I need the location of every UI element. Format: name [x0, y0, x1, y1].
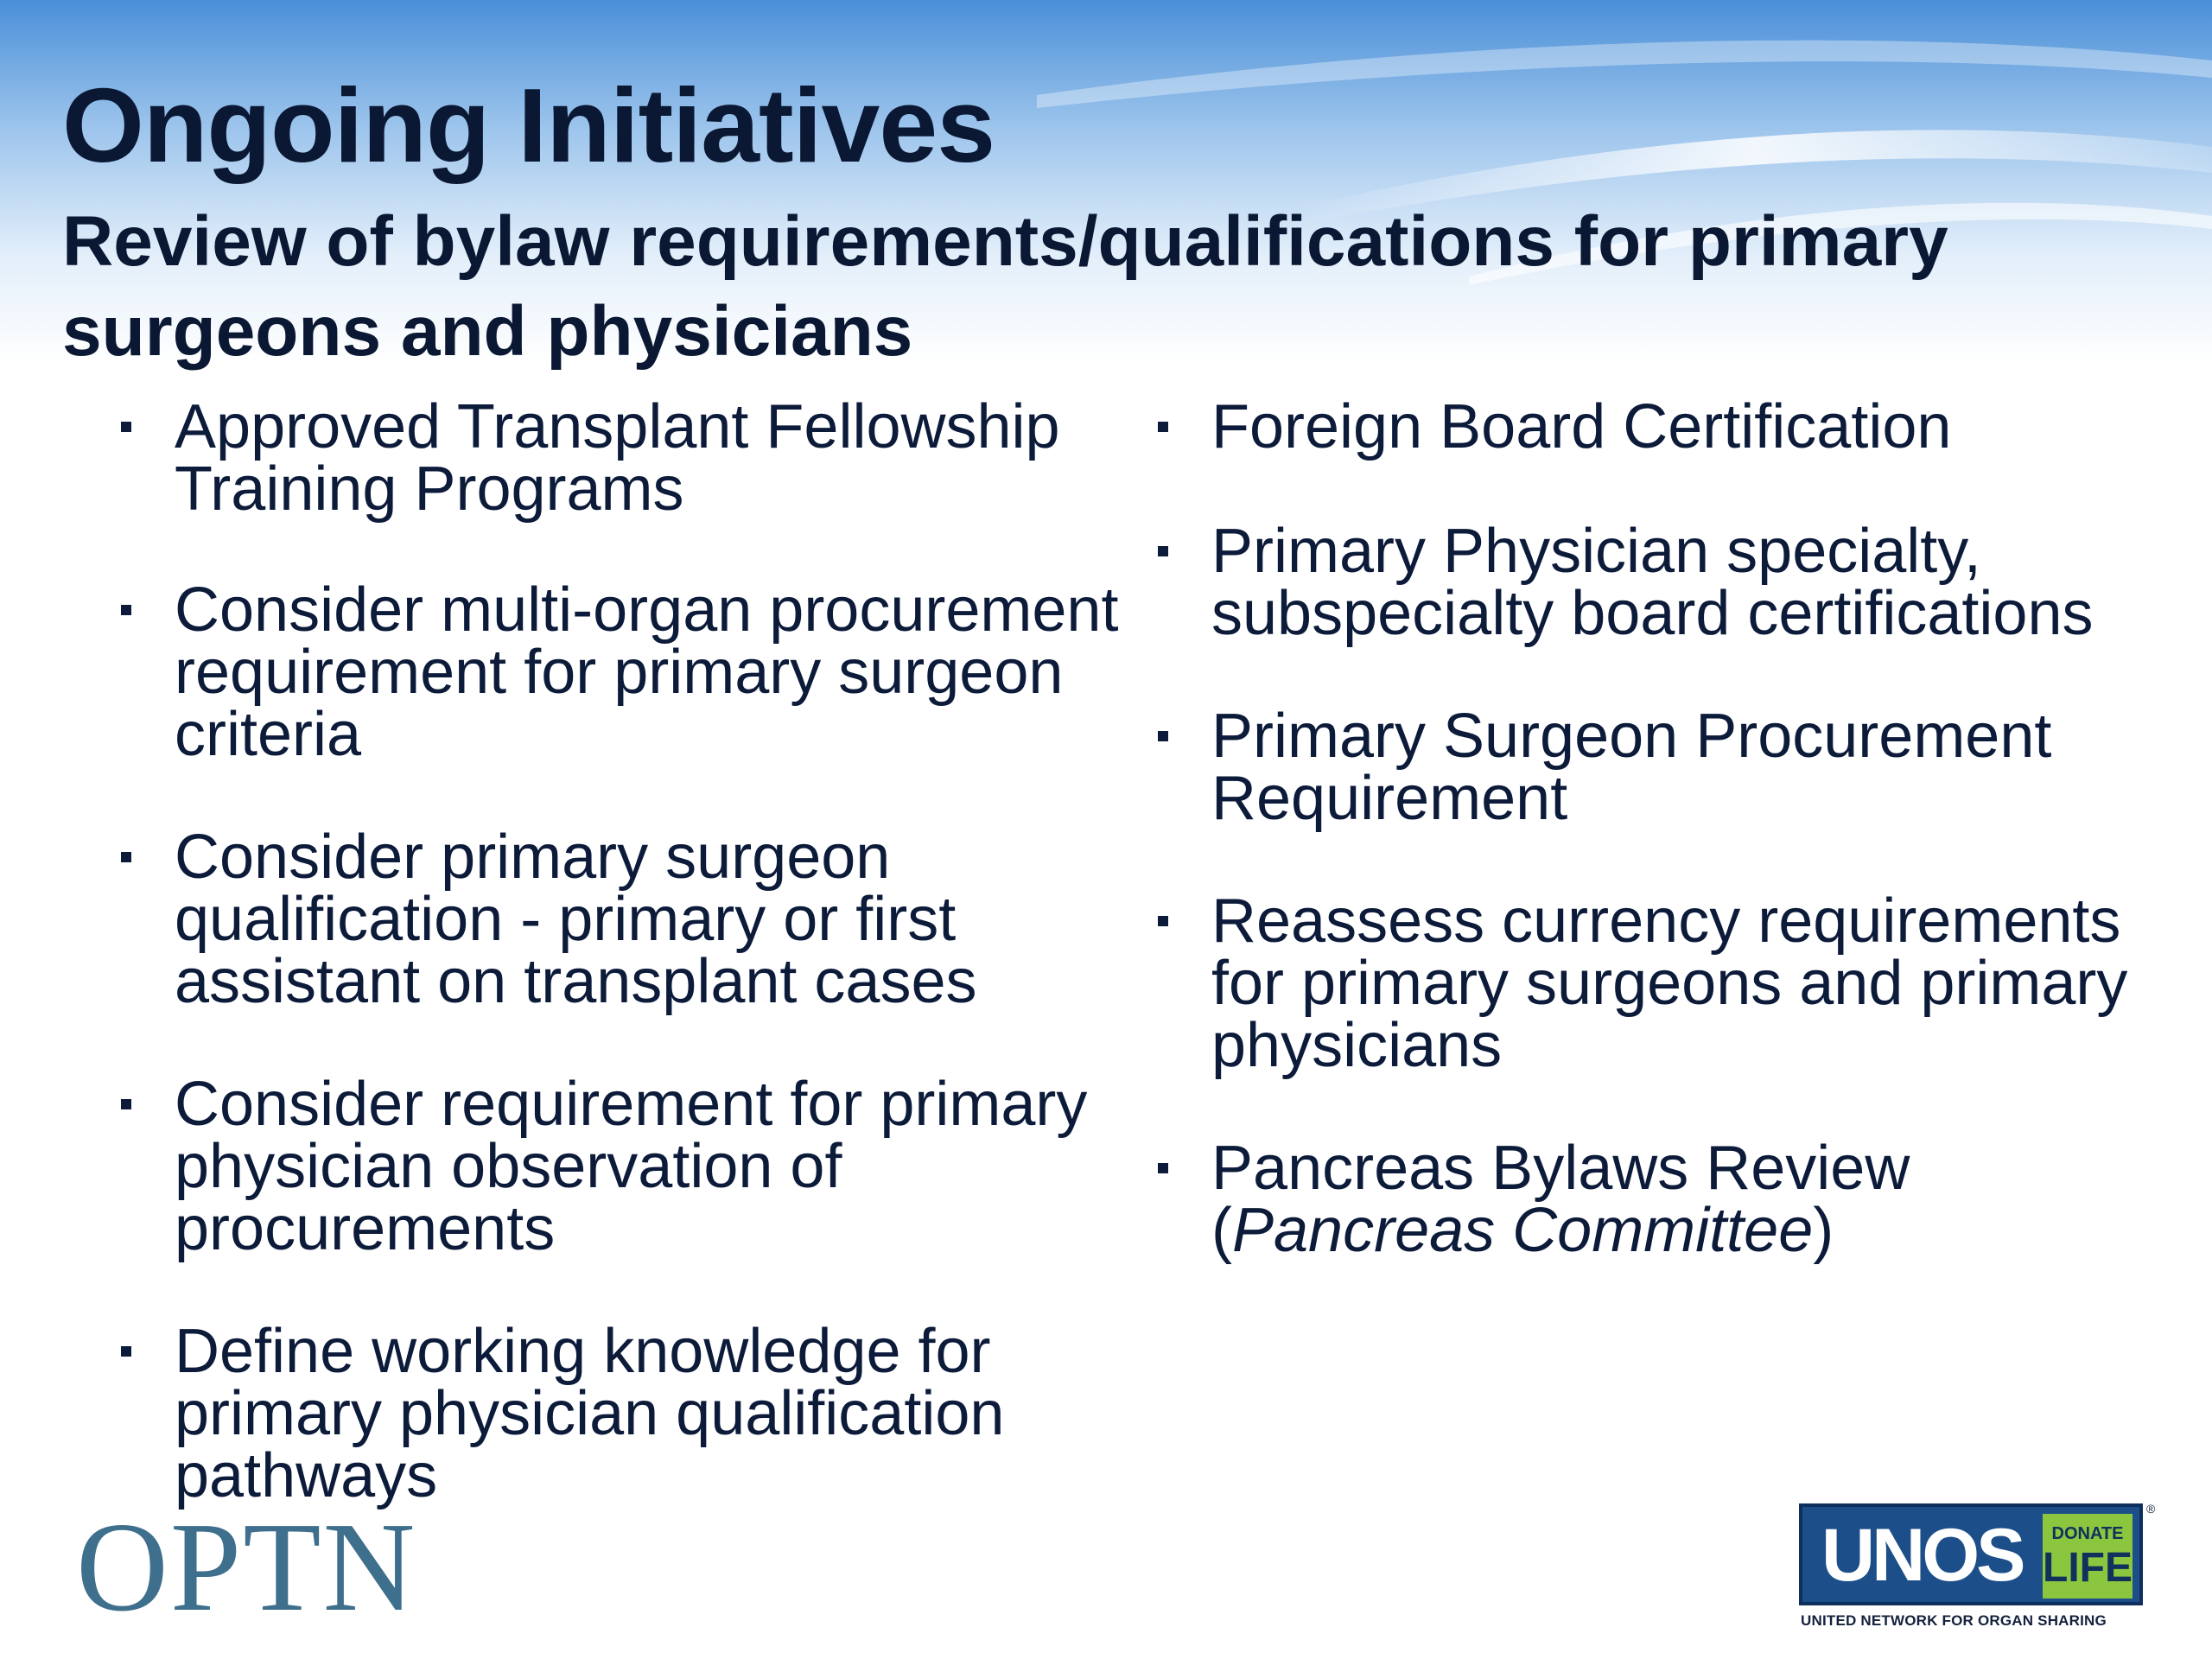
list-item-text: Reassess currency requirements for primary surgeons and primary physicians — [1211, 887, 2128, 1080]
square-bullet-icon — [1158, 422, 1168, 432]
list-item-text: Primary Physician specialty, subspecialty board certifications — [1211, 517, 2094, 648]
square-bullet-icon — [121, 422, 131, 432]
slide-subtitle: Review of bylaw requirements/qualifications for primary surgeons and physicians — [62, 202, 1948, 371]
list-item-text: Define working knowledge for primary physician qualification pathways — [175, 1317, 1005, 1510]
list-item-text: Consider requirement for primary physician observation of procurements — [175, 1070, 1088, 1263]
list-item — [1158, 702, 2195, 833]
square-bullet-icon — [121, 1346, 131, 1357]
life-label: LIFE — [2043, 1545, 2133, 1591]
square-bullet-icon — [121, 1099, 131, 1109]
list-item — [1158, 517, 2195, 648]
list-item — [121, 575, 1175, 769]
unos-donate-life-logo — [1799, 1502, 2156, 1633]
list-item — [1158, 887, 2195, 1080]
list-item — [1158, 392, 2195, 461]
square-bullet-icon — [121, 852, 131, 862]
slide-title: Ongoing Initiatives — [62, 67, 995, 184]
list-item-text: Pancreas Bylaws Review — [1211, 1134, 1910, 1203]
square-bullet-icon — [1158, 1163, 1168, 1173]
list-item — [121, 1317, 1175, 1510]
optn-logo: OPTN — [76, 1497, 417, 1638]
list-item-text: Primary Surgeon Procurement Requirement — [1211, 702, 2052, 833]
list-item — [121, 1070, 1175, 1263]
square-bullet-icon — [1158, 916, 1168, 926]
list-item-text: Foreign Board Certification — [1211, 392, 1952, 461]
list-item-text: Consider multi-organ procurement requirement for primary surgeon criteria — [175, 575, 1119, 769]
donate-label: DONATE — [2051, 1524, 2124, 1543]
list-item — [121, 392, 1175, 524]
unos-logo-box — [1799, 1503, 2143, 1605]
square-bullet-icon — [1158, 546, 1168, 556]
committee-name: Pancreas Committee — [1231, 1196, 1814, 1265]
committee-open-paren: ( — [1211, 1196, 1232, 1265]
unos-tagline: UNITED NETWORK FOR ORGAN SHARING — [1801, 1612, 2107, 1629]
committee-close-paren: ) — [1813, 1196, 1834, 1265]
right-bullet-list — [1158, 392, 2195, 1322]
list-item — [1158, 1134, 2195, 1265]
left-bullet-list — [121, 392, 1175, 1567]
list-item-text: Approved Transplant Fellowship Training Programs — [175, 392, 1060, 524]
square-bullet-icon — [1158, 731, 1168, 741]
square-bullet-icon — [121, 605, 131, 615]
registered-mark: ® — [2146, 1502, 2156, 1516]
unos-wordmark: UNOS — [1821, 1514, 2023, 1597]
list-item — [121, 823, 1175, 1016]
donate-life-badge — [2043, 1514, 2133, 1599]
list-item-text: Consider primary surgeon qualification - primary or first assistant on transplant cases — [175, 823, 977, 1016]
